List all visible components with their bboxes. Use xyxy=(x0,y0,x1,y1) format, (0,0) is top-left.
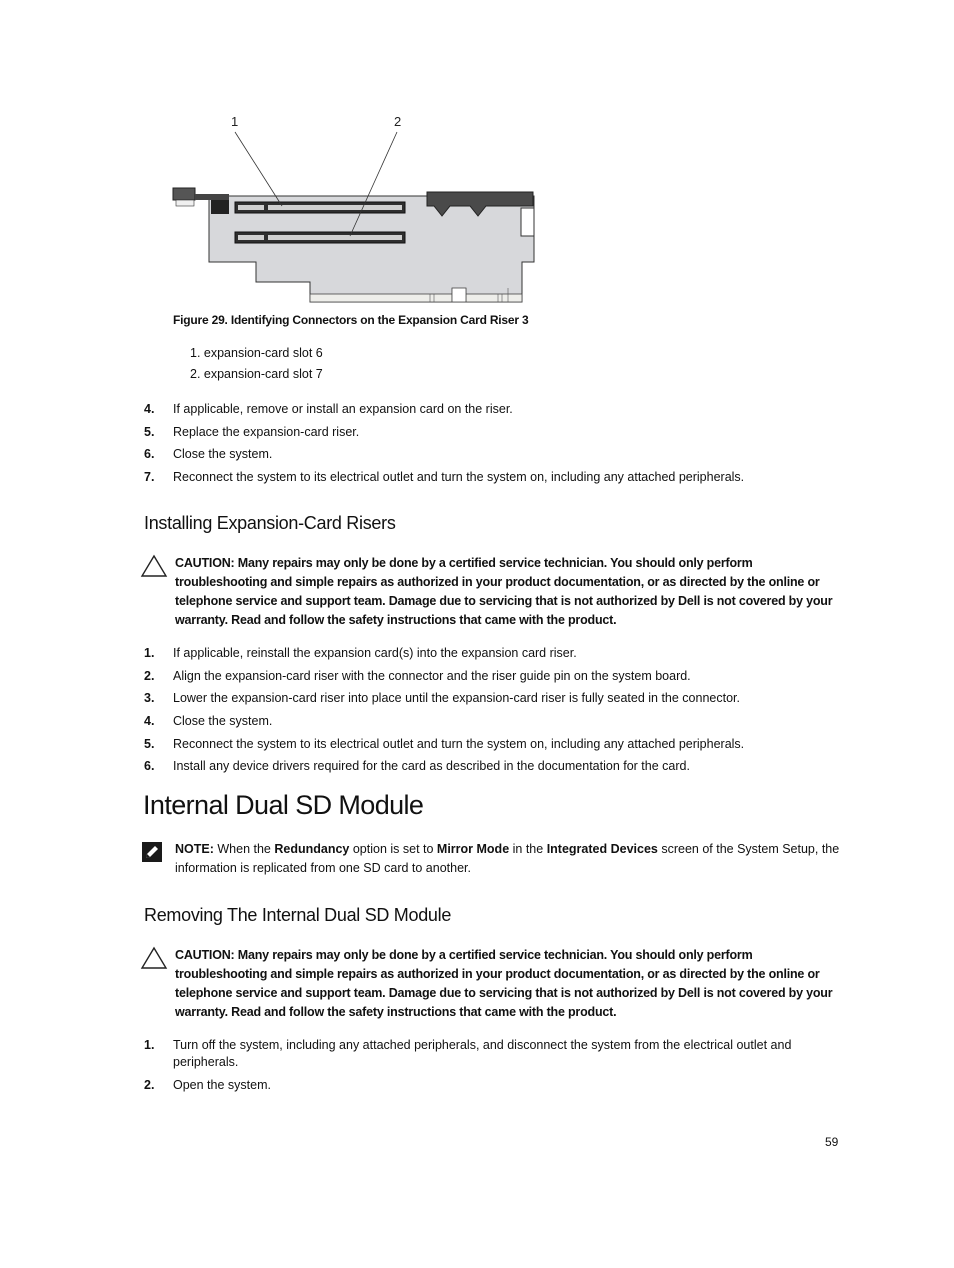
step-number: 5. xyxy=(144,425,155,439)
step-text: Lower the expansion-card riser into place until the expansion-card riser is fully seated in the connector. xyxy=(173,691,740,705)
caution-text: CAUTION: Many repairs may only be done by a certified service technician. You should only perform troubleshooting and simple repairs as authorized in your product documentation, or as directed by the online or telephone service and support team. Damage due to servicing that is not authorized by Dell is not covered by your warranty. Read and follow the safety instructions that came with the product. xyxy=(175,948,833,1019)
step-number: 6. xyxy=(144,447,155,461)
step-number: 1. xyxy=(144,1038,155,1052)
section-heading-sd-module: Internal Dual SD Module xyxy=(143,790,424,820)
step-number: 4. xyxy=(144,714,155,728)
step-text: Close the system. xyxy=(173,714,273,728)
step-text: If applicable, reinstall the expansion card(s) into the expansion card riser. xyxy=(173,646,577,660)
figure-legend-item-2: 2. expansion-card slot 7 xyxy=(190,367,323,381)
step-number: 4. xyxy=(144,402,155,416)
caution-notice xyxy=(140,554,840,634)
step-number: 2. xyxy=(144,1078,155,1092)
step-number: 5. xyxy=(144,737,155,751)
caution-notice xyxy=(140,946,840,1026)
section-heading-removing: Removing The Internal Dual SD Module xyxy=(144,905,452,925)
expansion-card-riser-illustration xyxy=(168,110,548,310)
step-number: 2. xyxy=(144,669,155,683)
caution-triangle-icon xyxy=(140,946,168,975)
caution-text: CAUTION: Many repairs may only be done by a certified service technician. You should only perform troubleshooting and simple repairs as authorized in your product documentation, or as directed by the online or telephone service and support team. Damage due to servicing that is not authorized by Dell is not covered by your warranty. Read and follow the safety instructions that came with the product. xyxy=(175,556,833,627)
note-text: NOTE: When the Redundancy option is set to Mirror Mode in the Integrated Devices screen of the System Setup, the information is replicated from one SD card to another. xyxy=(175,842,840,875)
step-text: Install any device drivers required for the card as described in the documentation for the card. xyxy=(173,759,690,773)
caution-triangle-icon xyxy=(140,554,168,583)
callout-2: 2 xyxy=(394,114,402,129)
step-text: Replace the expansion-card riser. xyxy=(173,425,360,439)
note-pencil-icon xyxy=(142,842,162,867)
step-text: Reconnect the system to its electrical outlet and turn the system on, including any attached peripherals. xyxy=(173,737,745,751)
page-number: 59 xyxy=(825,1135,839,1149)
figure-legend-item-1: 1. expansion-card slot 6 xyxy=(190,346,323,360)
step-text: Open the system. xyxy=(173,1078,271,1092)
step-text: Turn off the system, including any attached peripherals, and disconnect the system from the electrical outlet and peripherals. xyxy=(173,1038,792,1069)
step-text: Align the expansion-card riser with the connector and the riser guide pin on the system board. xyxy=(173,669,691,683)
section-heading-installing: Installing Expansion-Card Risers xyxy=(144,513,396,533)
step-number: 7. xyxy=(144,470,155,484)
step-text: Reconnect the system to its electrical outlet and turn the system on, including any attached peripherals. xyxy=(173,470,745,484)
riser-figure xyxy=(168,110,548,310)
figure-caption: Figure 29. Identifying Connectors on the Expansion Card Riser 3 xyxy=(173,313,529,327)
callout-1: 1 xyxy=(231,114,239,129)
step-number: 6. xyxy=(144,759,155,773)
step-number: 1. xyxy=(144,646,155,660)
step-text: If applicable, remove or install an expansion card on the riser. xyxy=(173,402,513,416)
note-notice xyxy=(140,840,840,880)
step-number: 3. xyxy=(144,691,155,705)
step-text: Close the system. xyxy=(173,447,273,461)
